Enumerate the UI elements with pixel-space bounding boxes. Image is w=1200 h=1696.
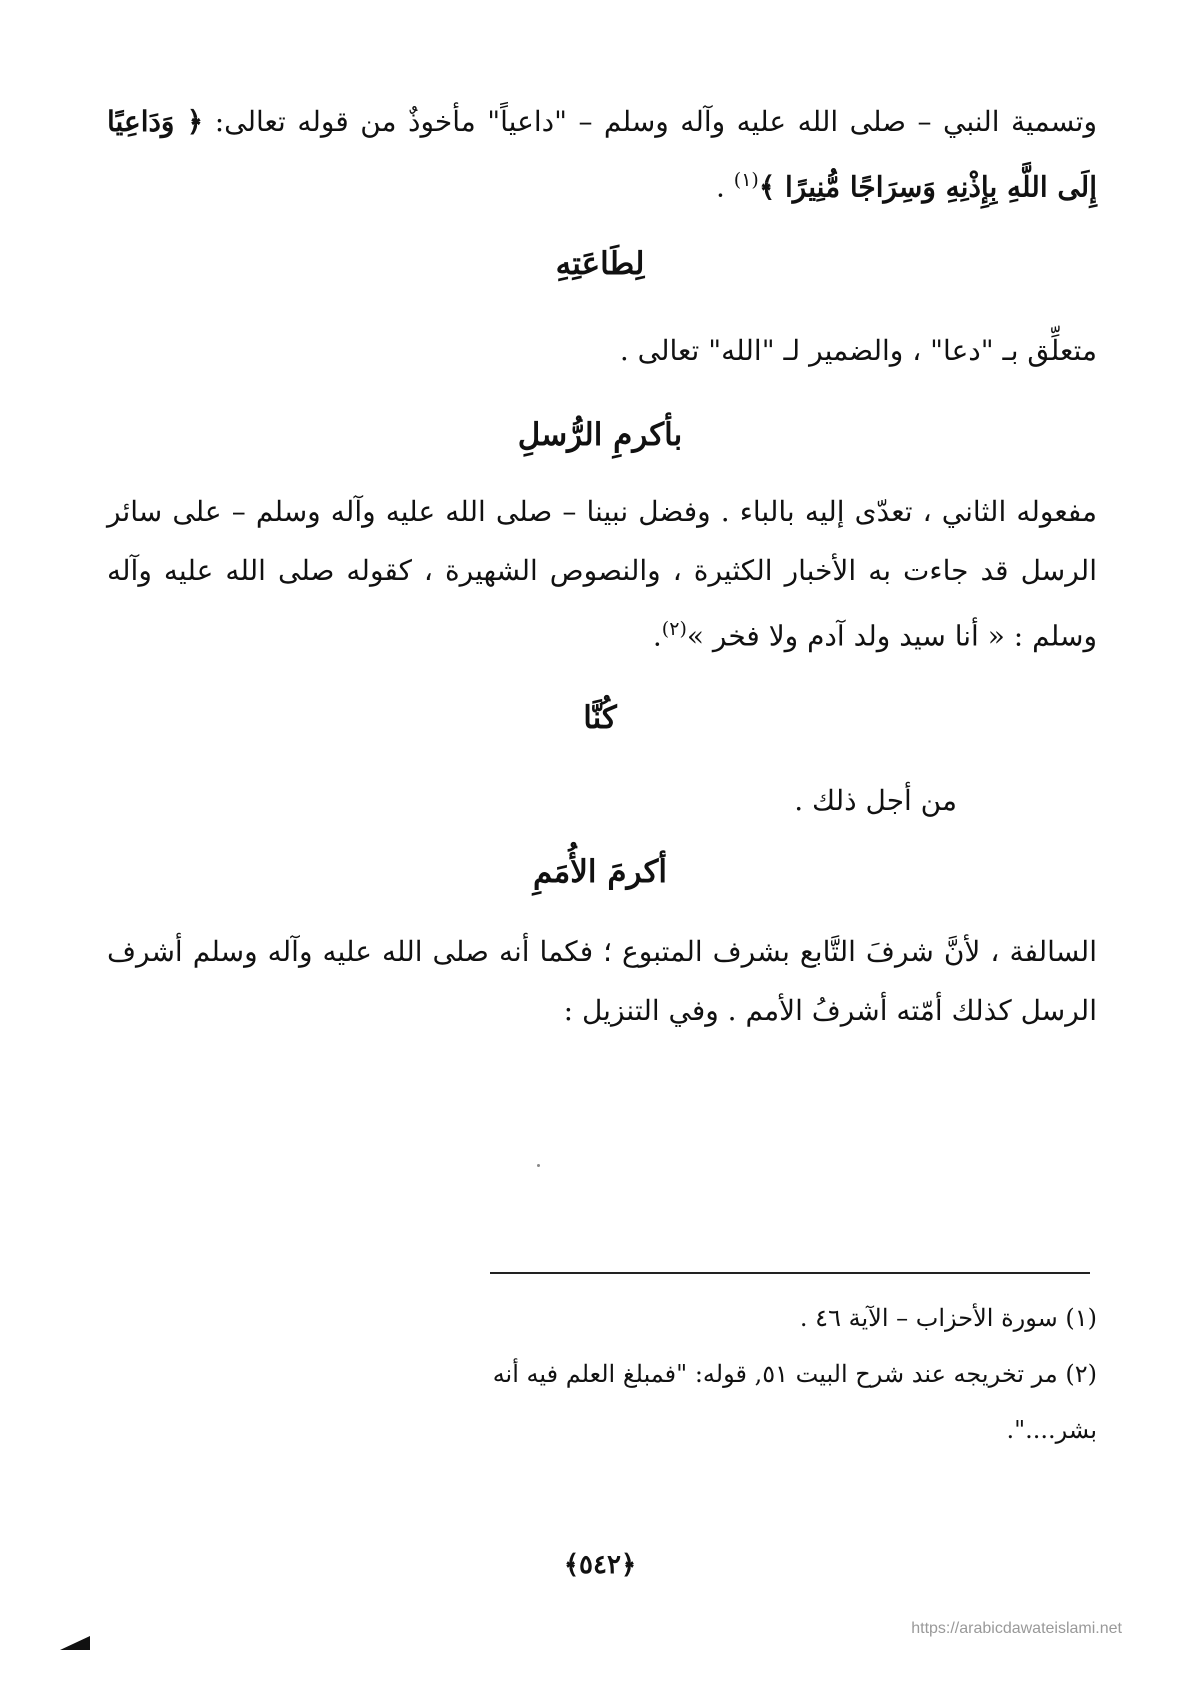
paragraph-min-ajli: من أجل ذلك . bbox=[794, 784, 957, 817]
paragraph-mafuluhu bbox=[107, 482, 1097, 665]
paragraph-intro bbox=[107, 92, 1097, 216]
heading-kunna: كُنَّا bbox=[583, 700, 617, 736]
watermark-url: https://arabicdawateislami.net bbox=[911, 1620, 1122, 1637]
paragraph-alsalifa: السالفة ، لأنَّ شرفَ التَّابع بشرف المتبوع ؛ فكما أنه صلى الله عليه وآله وسلم أشرف الرسل كذلك أمّته أشرفُ الأمم . وفي التنزيل : bbox=[107, 935, 1097, 1027]
footnote-ref-1: (١) bbox=[733, 169, 759, 191]
footnote-ref-2: (٢) bbox=[661, 618, 687, 640]
page-number: ﴿٥٤٢﴾ bbox=[563, 1550, 637, 1580]
footnote-separator bbox=[490, 1272, 1090, 1274]
footnote-1: (١) سورة الأحزاب – الآية ٤٦ . bbox=[799, 1304, 1097, 1332]
paragraph-mafuluhu-text: مفعوله الثاني ، تعدّى إليه بالباء . وفضل نبينا – صلى الله عليه وآله وسلم – على سائر الرسل قد جاءت به الأخبار الكثيرة ، والنصوص الشهيرة ، كقوله صلى الله عليه وآله وسلم : « أنا سيد ولد آدم ولا فخر » bbox=[107, 495, 1097, 653]
heading-biakram-alrusul: بأكرمِ الرُّسلِ bbox=[517, 417, 683, 453]
paragraph-mutaalliq: متعلِّق بـ "دعا" ، والضمير لـ "الله" تعالى . bbox=[619, 334, 1097, 367]
speck bbox=[537, 1164, 540, 1167]
quran-verse: ﴿ وَدَاعِيًا إِلَى اللَّهِ بِإِذْنِهِ وَسِرَاجًا مُّنِيرًا ﴾ bbox=[107, 105, 1097, 204]
paragraph-intro-text: وتسمية النبي – صلى الله عليه وآله وسلم – "داعياً" مأخوذٌ من قوله تعالى: bbox=[203, 105, 1097, 138]
heading-akram-alumam: أكرمَ الأُمَمِ bbox=[533, 854, 667, 890]
paragraph-intro-end: . bbox=[715, 170, 734, 204]
footnote-2: (٢) مر تخريجه عند شرح البيت ٥١, قوله: "فمبلغ العلم فيه أنه بشر....". bbox=[492, 1360, 1097, 1444]
corner-triangle-icon bbox=[60, 1636, 90, 1650]
heading-litaatihi: لِطَاعَتِهِ bbox=[555, 246, 645, 282]
paragraph-mafuluhu-end: . bbox=[652, 619, 662, 653]
